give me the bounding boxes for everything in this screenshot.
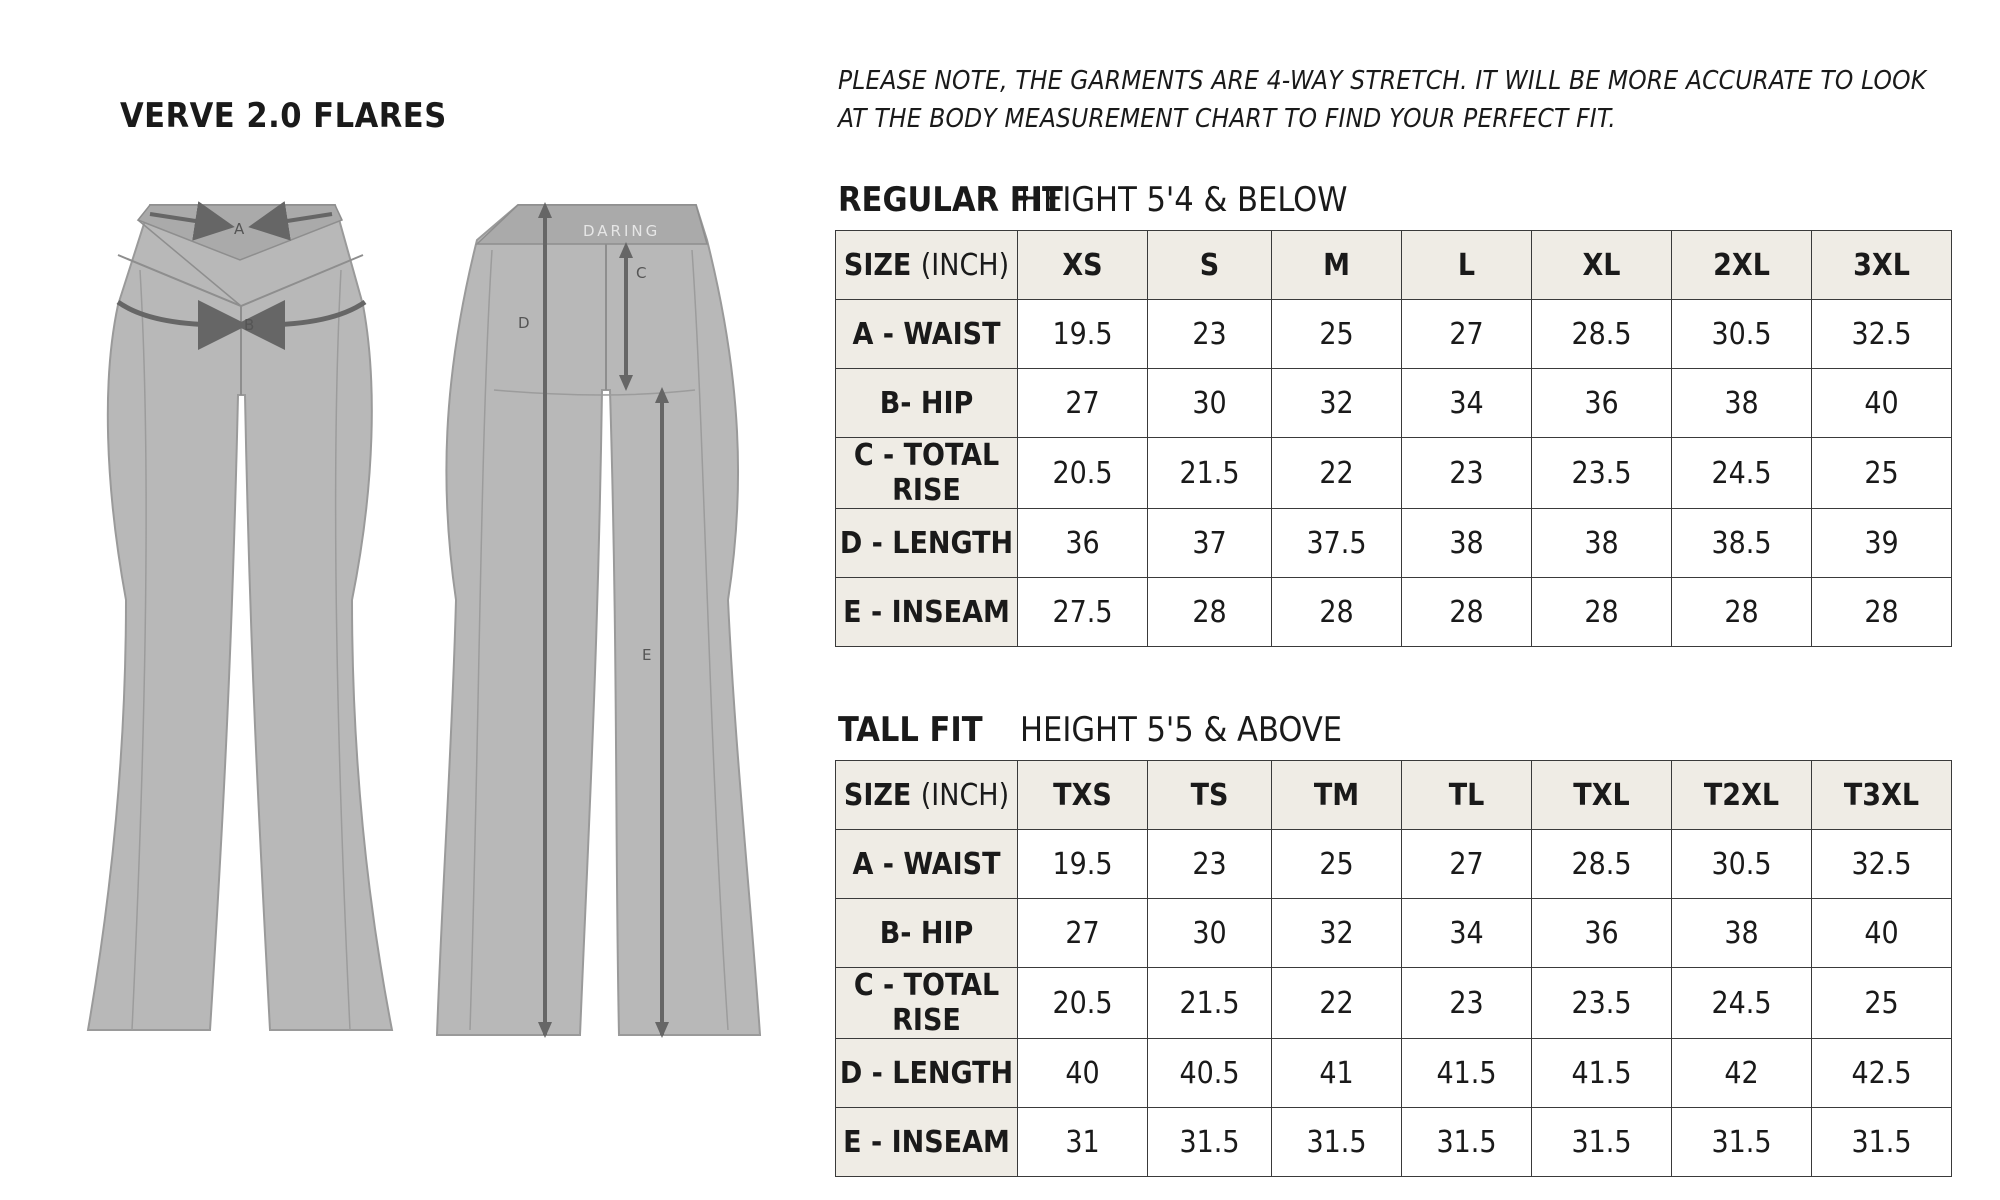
- measurement-value: 40.5: [1148, 1039, 1272, 1108]
- measurement-value: 40: [1018, 1039, 1148, 1108]
- waistband-logo: DARING: [583, 222, 661, 240]
- measurement-value: 39: [1812, 509, 1952, 578]
- measurement-value: 34: [1402, 899, 1532, 968]
- tall-height-label: HEIGHT 5'5 & ABOVE: [1020, 710, 1343, 750]
- measurement-value: 19.5: [1018, 830, 1148, 899]
- measurement-value: 36: [1018, 509, 1148, 578]
- tall-size-table: [835, 760, 1952, 1177]
- measurement-label: B- HIP: [836, 369, 1018, 438]
- measurement-value: 31.5: [1672, 1108, 1812, 1177]
- tall-fit-label: TALL FIT: [838, 710, 983, 750]
- measurement-value: 27: [1402, 300, 1532, 369]
- measurement-row: [836, 830, 1952, 899]
- size-header-cell: TM: [1272, 761, 1402, 830]
- size-header-cell: M: [1272, 231, 1402, 300]
- marker-d: D: [518, 314, 530, 332]
- size-header-cell: S: [1148, 231, 1272, 300]
- measurement-value: 25: [1812, 438, 1952, 509]
- stretch-note: PLEASE NOTE, THE GARMENTS ARE 4-WAY STRETCH. IT WILL BE MORE ACCURATE TO LOOK AT THE BODY MEASUREMENT CHART TO FIND YOUR PERFECT FIT.: [838, 66, 1927, 134]
- measurement-label: E - INSEAM: [836, 1108, 1018, 1177]
- measurement-value: 37.5: [1272, 509, 1402, 578]
- marker-a: A: [234, 220, 245, 238]
- size-unit-header: [836, 761, 1018, 830]
- measurement-value: 31.5: [1532, 1108, 1672, 1177]
- marker-b: B: [244, 316, 255, 334]
- regular-size-table: [835, 230, 1952, 647]
- measurement-value: 27: [1018, 899, 1148, 968]
- measurement-value: 31.5: [1402, 1108, 1532, 1177]
- measurement-value: 37: [1148, 509, 1272, 578]
- measurement-value: 23: [1402, 438, 1532, 509]
- measurement-value: 28.5: [1532, 300, 1672, 369]
- regular-height-label: HEIGHT 5'4 & BELOW: [1020, 180, 1348, 220]
- size-header-cell: L: [1402, 231, 1532, 300]
- measurement-value: 31.5: [1272, 1108, 1402, 1177]
- measurement-label: A - WAIST: [836, 830, 1018, 899]
- size-header-cell: 3XL: [1812, 231, 1952, 300]
- measurement-value: 28: [1272, 578, 1402, 647]
- measurement-value: 25: [1272, 300, 1402, 369]
- measurement-value: 30: [1148, 369, 1272, 438]
- measurement-value: 28: [1532, 578, 1672, 647]
- size-header-cell: TL: [1402, 761, 1532, 830]
- garment-diagram: [80, 190, 780, 1070]
- measurement-label: B- HIP: [836, 899, 1018, 968]
- measurement-value: 34: [1402, 369, 1532, 438]
- front-view: [88, 205, 392, 1030]
- measurement-value: 23: [1402, 968, 1532, 1039]
- measurement-value: 30.5: [1672, 830, 1812, 899]
- measurement-value: 42: [1672, 1039, 1812, 1108]
- size-header-cell: XL: [1532, 231, 1672, 300]
- size-header-row: [836, 761, 1952, 830]
- measurement-value: 28: [1672, 578, 1812, 647]
- measurement-value: 28: [1812, 578, 1952, 647]
- measurement-value: 28: [1148, 578, 1272, 647]
- measurement-row: [836, 1108, 1952, 1177]
- measurement-value: 41: [1272, 1039, 1402, 1108]
- size-header-row: [836, 231, 1952, 300]
- size-label: SIZE: [843, 777, 912, 813]
- size-header-cell: XS: [1018, 231, 1148, 300]
- measurement-value: 32.5: [1812, 830, 1952, 899]
- size-unit-header: [836, 231, 1018, 300]
- size-header-cell: 2XL: [1672, 231, 1812, 300]
- product-title: VERVE 2.0 FLARES: [120, 96, 447, 136]
- measurement-value: 27.5: [1018, 578, 1148, 647]
- measurement-value: 36: [1532, 899, 1672, 968]
- unit-label: (INCH): [920, 777, 1010, 813]
- measurement-value: 32.5: [1812, 300, 1952, 369]
- measurement-value: 20.5: [1018, 968, 1148, 1039]
- measurement-value: 19.5: [1018, 300, 1148, 369]
- measurement-value: 23.5: [1532, 968, 1672, 1039]
- measurement-value: 30.5: [1672, 300, 1812, 369]
- measurement-value: 28: [1402, 578, 1532, 647]
- measurement-label: C - TOTAL RISE: [836, 968, 1018, 1039]
- size-label: SIZE: [843, 247, 912, 283]
- measurement-value: 38: [1672, 899, 1812, 968]
- measurement-value: 38: [1402, 509, 1532, 578]
- measurement-value: 21.5: [1148, 968, 1272, 1039]
- measurement-row: [836, 509, 1952, 578]
- marker-c: C: [636, 264, 647, 282]
- measurement-label: D - LENGTH: [836, 1039, 1018, 1108]
- measurement-value: 41.5: [1532, 1039, 1672, 1108]
- size-header-cell: T3XL: [1812, 761, 1952, 830]
- measurement-value: 38: [1532, 509, 1672, 578]
- measurement-value: 40: [1812, 369, 1952, 438]
- measurement-label: E - INSEAM: [836, 578, 1018, 647]
- measurement-row: [836, 578, 1952, 647]
- back-view: [437, 202, 760, 1038]
- measurement-value: 38: [1672, 369, 1812, 438]
- measurement-value: 23: [1148, 300, 1272, 369]
- measurement-value: 40: [1812, 899, 1952, 968]
- measurement-value: 32: [1272, 369, 1402, 438]
- measurement-value: 22: [1272, 438, 1402, 509]
- measurement-value: 31.5: [1812, 1108, 1952, 1177]
- measurement-row: [836, 300, 1952, 369]
- measurement-value: 20.5: [1018, 438, 1148, 509]
- measurement-value: 30: [1148, 899, 1272, 968]
- measurement-label: C - TOTAL RISE: [836, 438, 1018, 509]
- measurement-value: 25: [1272, 830, 1402, 899]
- measurement-value: 36: [1532, 369, 1672, 438]
- measurement-row: [836, 968, 1952, 1039]
- measurement-value: 31.5: [1148, 1108, 1272, 1177]
- size-header-cell: TXS: [1018, 761, 1148, 830]
- measurement-value: 27: [1402, 830, 1532, 899]
- unit-label: (INCH): [920, 247, 1010, 283]
- measurement-value: 31: [1018, 1108, 1148, 1177]
- measurement-row: [836, 899, 1952, 968]
- measurement-label: D - LENGTH: [836, 509, 1018, 578]
- measurement-value: 25: [1812, 968, 1952, 1039]
- measurement-value: 23: [1148, 830, 1272, 899]
- measurement-value: 22: [1272, 968, 1402, 1039]
- regular-fit-label: REGULAR FIT: [838, 180, 1063, 220]
- measurement-value: 28.5: [1532, 830, 1672, 899]
- size-header-cell: TS: [1148, 761, 1272, 830]
- measurement-row: [836, 1039, 1952, 1108]
- measurement-value: 38.5: [1672, 509, 1812, 578]
- size-header-cell: T2XL: [1672, 761, 1812, 830]
- measurement-value: 41.5: [1402, 1039, 1532, 1108]
- back-pants-silhouette: [437, 205, 760, 1035]
- measurement-value: 27: [1018, 369, 1148, 438]
- measurement-value: 24.5: [1672, 438, 1812, 509]
- measurement-value: 21.5: [1148, 438, 1272, 509]
- marker-e: E: [642, 646, 652, 664]
- size-header-cell: TXL: [1532, 761, 1672, 830]
- measurement-value: 42.5: [1812, 1039, 1952, 1108]
- measurement-row: [836, 438, 1952, 509]
- measurement-label: A - WAIST: [836, 300, 1018, 369]
- measurement-value: 23.5: [1532, 438, 1672, 509]
- measurement-value: 24.5: [1672, 968, 1812, 1039]
- measurement-row: [836, 369, 1952, 438]
- measurement-value: 32: [1272, 899, 1402, 968]
